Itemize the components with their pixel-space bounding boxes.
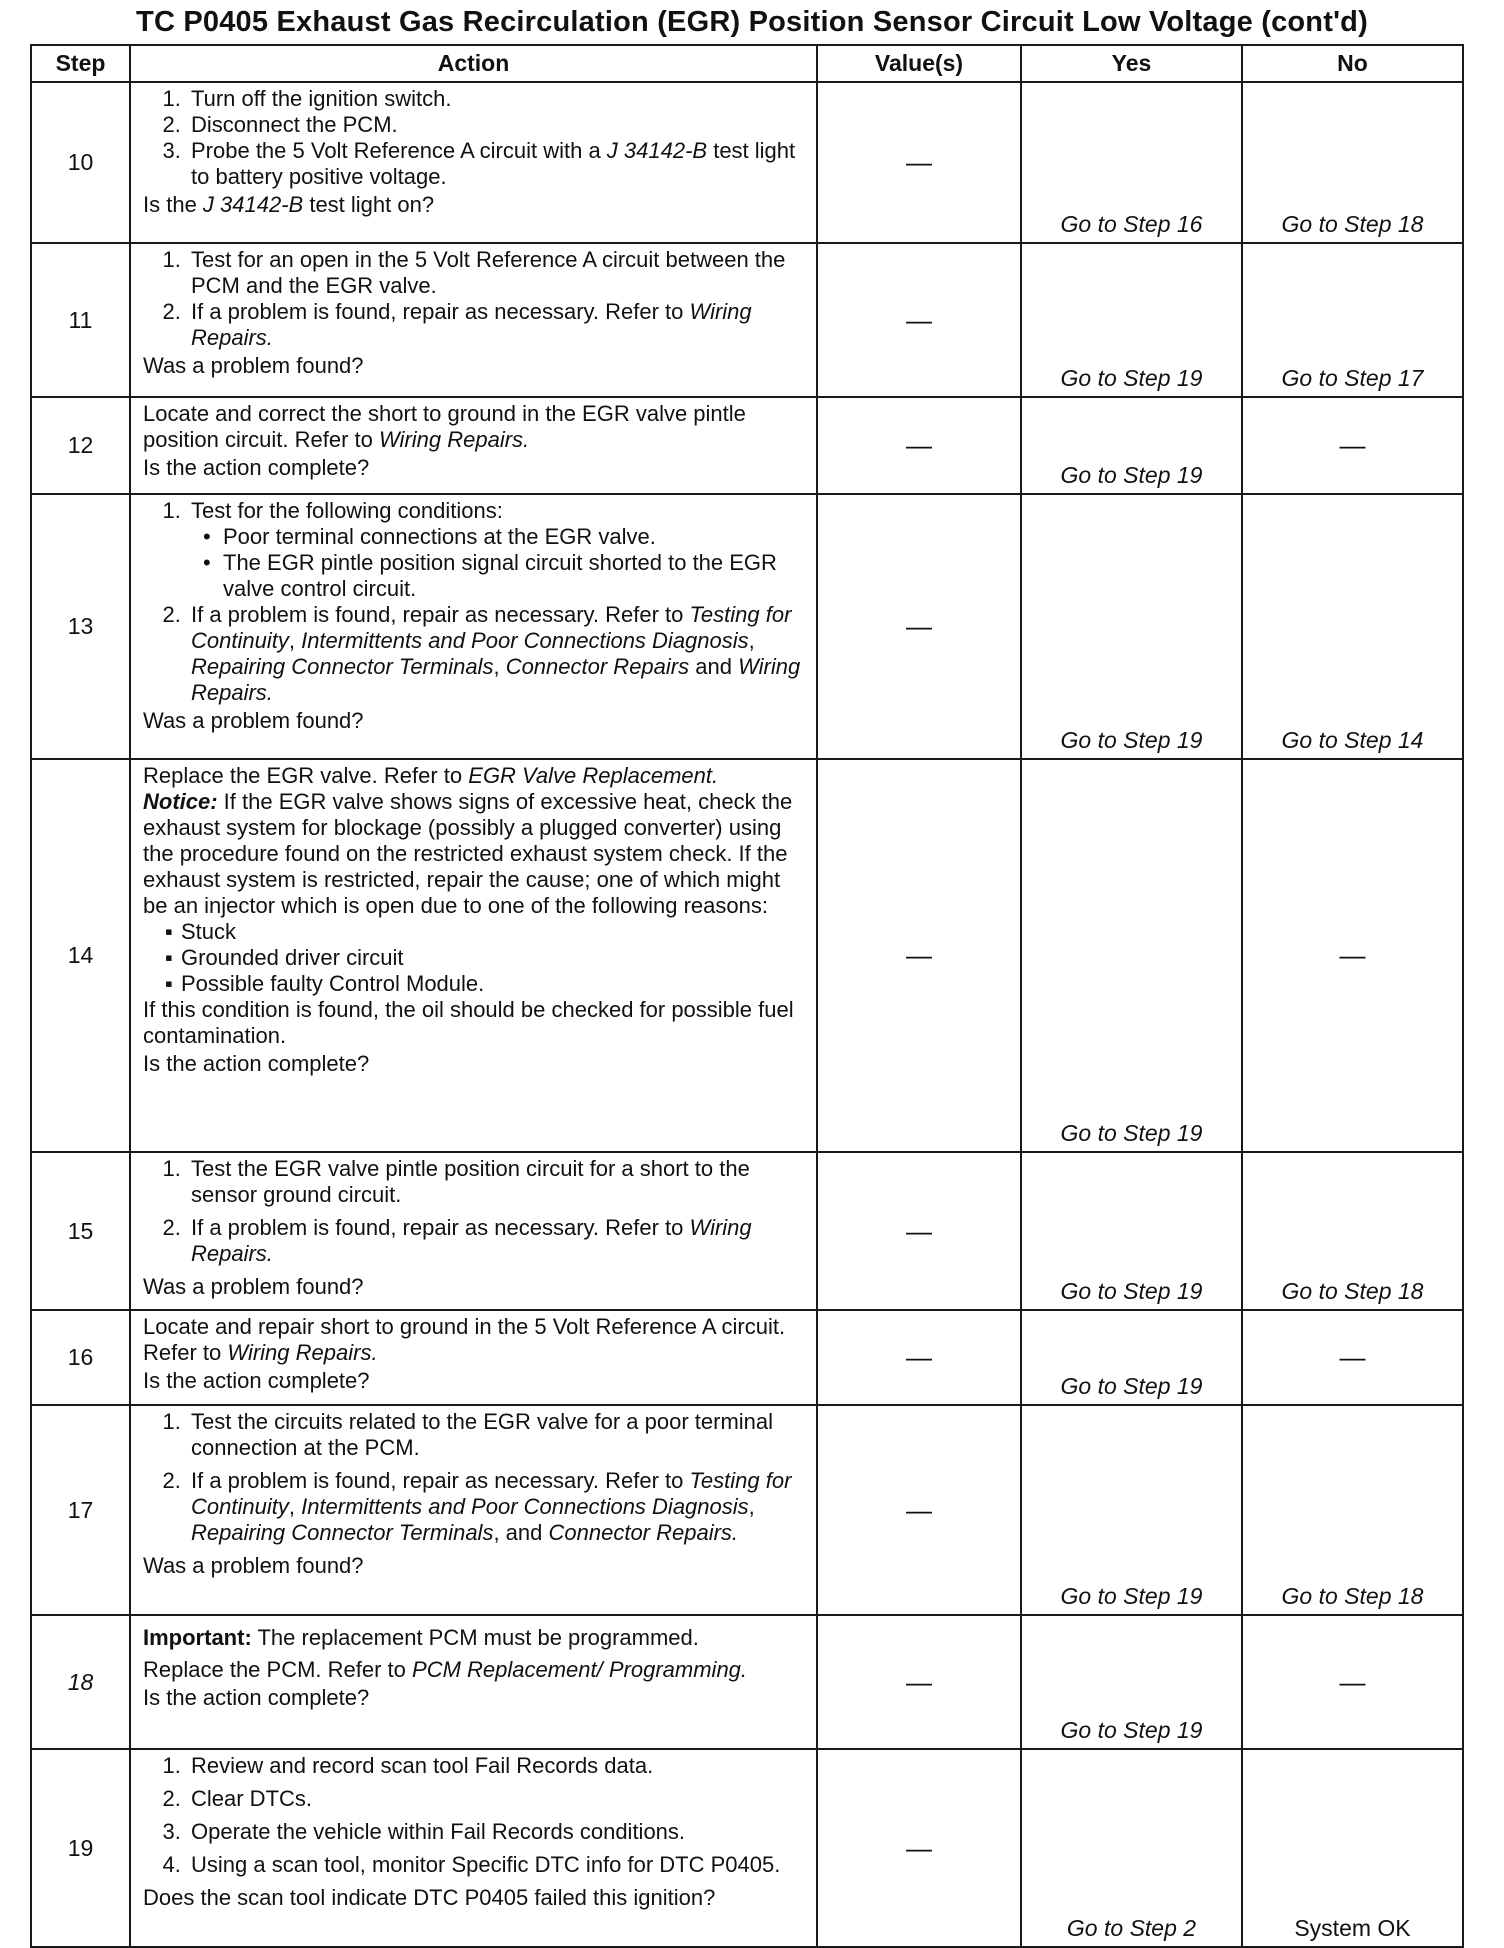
question: Is the action complete? xyxy=(143,1685,370,1710)
header-step: Step xyxy=(31,45,130,82)
reference-link: Repairing Connector Terminals xyxy=(191,654,494,679)
reference-link: Intermittents and Poor Connections Diagnosis xyxy=(301,1494,749,1519)
action-item: 2. If a problem is found, repair as necessary. Refer to Wiring Repairs. xyxy=(187,299,808,351)
action-text: If this condition is found, the oil should be checked for possible fuel contamination. xyxy=(143,997,794,1048)
header-action: Action xyxy=(130,45,817,82)
table-row xyxy=(31,243,1463,397)
action-item: 4. Using a scan tool, monitor Specific DTC info for DTC P0405. xyxy=(187,1852,808,1878)
reference-link: Connector Repairs. xyxy=(548,1520,739,1545)
table-row xyxy=(31,397,1463,494)
table-row xyxy=(31,1749,1463,1947)
reference-link: Testing for Continuity xyxy=(191,602,792,653)
table-row xyxy=(31,1152,1463,1310)
question: Was a problem found? xyxy=(143,1274,364,1299)
table-row xyxy=(31,82,1463,243)
reference-link: Wiring Repairs. xyxy=(191,654,801,705)
value-dash: — xyxy=(817,1615,1021,1749)
yes-result: Go to Step 19 xyxy=(1021,1152,1242,1310)
reference-link: Wiring Repairs. xyxy=(191,1215,752,1266)
reason-item: ▪ Stuck xyxy=(181,919,808,945)
question: Does the scan tool indicate DTC P0405 failed this ignition? xyxy=(143,1885,716,1910)
step-number: 19 xyxy=(31,1749,130,1947)
step-number: 13 xyxy=(31,494,130,759)
yes-result: Go to Step 19 xyxy=(1021,1615,1242,1749)
value-dash: — xyxy=(817,82,1021,243)
table-row xyxy=(31,1405,1463,1615)
question: Was a problem found? xyxy=(143,353,364,378)
no-result: Go to Step 18 xyxy=(1242,1152,1463,1310)
action-cell xyxy=(130,397,817,494)
table-row xyxy=(31,494,1463,759)
action-text: test light to battery positive voltage. xyxy=(191,138,796,189)
value-dash: — xyxy=(817,1152,1021,1310)
action-item: 2. Clear DTCs. xyxy=(187,1786,808,1812)
header-values: Value(s) xyxy=(817,45,1021,82)
table-row xyxy=(31,1310,1463,1405)
tool-reference: J 34142-B xyxy=(202,192,304,217)
no-result: Go to Step 14 xyxy=(1242,494,1463,759)
page-title: TC P0405 Exhaust Gas Recirculation (EGR) Position Sensor Circuit Low Voltage (cont'd) xyxy=(136,6,1368,38)
header-row xyxy=(31,45,1463,82)
no-result: — xyxy=(1242,1310,1463,1405)
notice-text: Notice: If the EGR valve shows signs of excessive heat, check the exhaust system for blockage (possibly a plugged converter) using the procedure found on the restricted exhaust system check. If the exhaust system is restricted, repair the cause; one of which might be an injector which is open due to one of the following reasons: xyxy=(143,789,793,918)
value-dash: — xyxy=(817,1310,1021,1405)
yes-result: Go to Step 2 xyxy=(1021,1749,1242,1947)
reason-item: ▪ Grounded driver circuit xyxy=(181,945,808,971)
action-item: 2. If a problem is found, repair as necessary. Refer to Testing for Continuity, Intermittents and Poor Connections Diagnosis, Repairing Connector Terminals, and Connector Repairs. xyxy=(187,1468,808,1546)
action-cell xyxy=(130,494,817,759)
header-no: No xyxy=(1242,45,1463,82)
step-number: 15 xyxy=(31,1152,130,1310)
reference-link: Repairing Connector Terminals xyxy=(191,1520,494,1545)
action-text: Probe the 5 Volt Reference A circuit with a xyxy=(191,138,607,163)
no-result: — xyxy=(1242,397,1463,494)
action-item: 2. Disconnect the PCM. xyxy=(187,112,808,138)
yes-result: Go to Step 19 xyxy=(1021,1405,1242,1615)
no-result: — xyxy=(1242,759,1463,1152)
step-number: 10 xyxy=(31,82,130,243)
value-dash: — xyxy=(817,1749,1021,1947)
tool-reference: J 34142-B xyxy=(606,138,708,163)
question: Is the J 34142-B test light on? xyxy=(143,192,435,217)
action-cell xyxy=(130,243,817,397)
yes-result: Go to Step 16 xyxy=(1021,82,1242,243)
step-number: 12 xyxy=(31,397,130,494)
reference-link: EGR Valve Replacement. xyxy=(468,763,719,788)
reason-item: ▪ Possible faulty Control Module. xyxy=(181,971,808,997)
table-row xyxy=(31,1615,1463,1749)
action-cell xyxy=(130,759,817,1152)
no-result: Go to Step 18 xyxy=(1242,1405,1463,1615)
value-dash: — xyxy=(817,1405,1021,1615)
action-item: 1. Turn off the ignition switch. xyxy=(187,86,808,112)
question: Was a problem found? xyxy=(143,708,364,733)
action-item: 1. Review and record scan tool Fail Records data. xyxy=(187,1753,808,1779)
value-dash: — xyxy=(817,243,1021,397)
step-number: 14 xyxy=(31,759,130,1152)
no-result: — xyxy=(1242,1615,1463,1749)
yes-result: Go to Step 19 xyxy=(1021,759,1242,1152)
value-dash: — xyxy=(817,759,1021,1152)
action-item: 3. Operate the vehicle within Fail Records conditions. xyxy=(187,1819,808,1845)
action-item: 1. Test for an open in the 5 Volt Reference A circuit between the PCM and the EGR valve. xyxy=(187,247,808,299)
yes-result: Go to Step 19 xyxy=(1021,243,1242,397)
action-cell xyxy=(130,82,817,243)
no-result: Go to Step 17 xyxy=(1242,243,1463,397)
important-text: Important: The replacement PCM must be programmed. xyxy=(143,1625,699,1650)
action-cell xyxy=(130,1615,817,1749)
important-label: Important: xyxy=(143,1625,252,1650)
reference-link: Wiring Repairs. xyxy=(378,427,530,452)
action-cell xyxy=(130,1749,817,1947)
question: Is the action cʊmplete? xyxy=(143,1368,370,1393)
action-item: 1. Test for the following conditions: • Poor terminal connections at the EGR valve. • The EGR pintle position signal circuit shorted to the EGR valve control circuit. xyxy=(187,498,808,602)
no-result: System OK xyxy=(1242,1749,1463,1947)
reference-link: Testing for Continuity xyxy=(191,1468,792,1519)
header-yes: Yes xyxy=(1021,45,1242,82)
action-text: Locate and repair short to ground in the 5 Volt Reference A circuit. Refer to Wiring Repairs. xyxy=(143,1314,786,1365)
notice-label: Notice: xyxy=(143,789,218,814)
action-cell xyxy=(130,1310,817,1405)
action-item: 1. Test the EGR valve pintle position circuit for a short to the sensor ground circuit. xyxy=(187,1156,808,1208)
action-item: 1. Test the circuits related to the EGR valve for a poor terminal connection at the PCM. xyxy=(187,1409,808,1461)
yes-result: Go to Step 19 xyxy=(1021,397,1242,494)
condition-item: • Poor terminal connections at the EGR valve. xyxy=(219,524,808,550)
reference-link: Wiring Repairs. xyxy=(227,1340,378,1365)
no-result: Go to Step 18 xyxy=(1242,82,1463,243)
yes-result: Go to Step 19 xyxy=(1021,1310,1242,1405)
table-row xyxy=(31,759,1463,1152)
action-text: Replace the EGR valve. Refer to EGR Valve Replacement. xyxy=(143,763,719,788)
condition-item: • The EGR pintle position signal circuit shorted to the EGR valve control circuit. xyxy=(219,550,808,602)
step-number: 11 xyxy=(31,243,130,397)
reference-link: Connector Repairs xyxy=(505,654,690,679)
question: Is the action complete? xyxy=(143,455,370,480)
reference-link: PCM Replacement/ Programming. xyxy=(412,1657,748,1682)
action-text: Locate and correct the short to ground in the EGR valve pintle position circuit. Refer to Wiring Repairs. xyxy=(143,401,746,452)
reference-link: Wiring Repairs. xyxy=(191,299,752,350)
action-text: Replace the PCM. Refer to PCM Replacement/ Programming. xyxy=(143,1657,748,1682)
action-item: 2. If a problem is found, repair as necessary. Refer to Wiring Repairs. xyxy=(187,1215,808,1267)
step-number: 16 xyxy=(31,1310,130,1405)
question: Was a problem found? xyxy=(143,1553,364,1578)
reference-link: Intermittents and Poor Connections Diagnosis xyxy=(301,628,749,653)
action-cell xyxy=(130,1152,817,1310)
question: Is the action complete? xyxy=(143,1051,370,1076)
step-number: 17 xyxy=(31,1405,130,1615)
action-cell xyxy=(130,1405,817,1615)
action-item xyxy=(187,138,808,190)
value-dash: — xyxy=(817,494,1021,759)
value-dash: — xyxy=(817,397,1021,494)
diagnostic-table xyxy=(30,44,1464,1948)
yes-result: Go to Step 19 xyxy=(1021,494,1242,759)
action-item: 2. If a problem is found, repair as necessary. Refer to Testing for Continuity, Intermittents and Poor Connections Diagnosis, Repairing Connector Terminals, Connector Repairs and Wiring Repairs. xyxy=(187,602,808,706)
step-number: 18 xyxy=(31,1615,130,1749)
